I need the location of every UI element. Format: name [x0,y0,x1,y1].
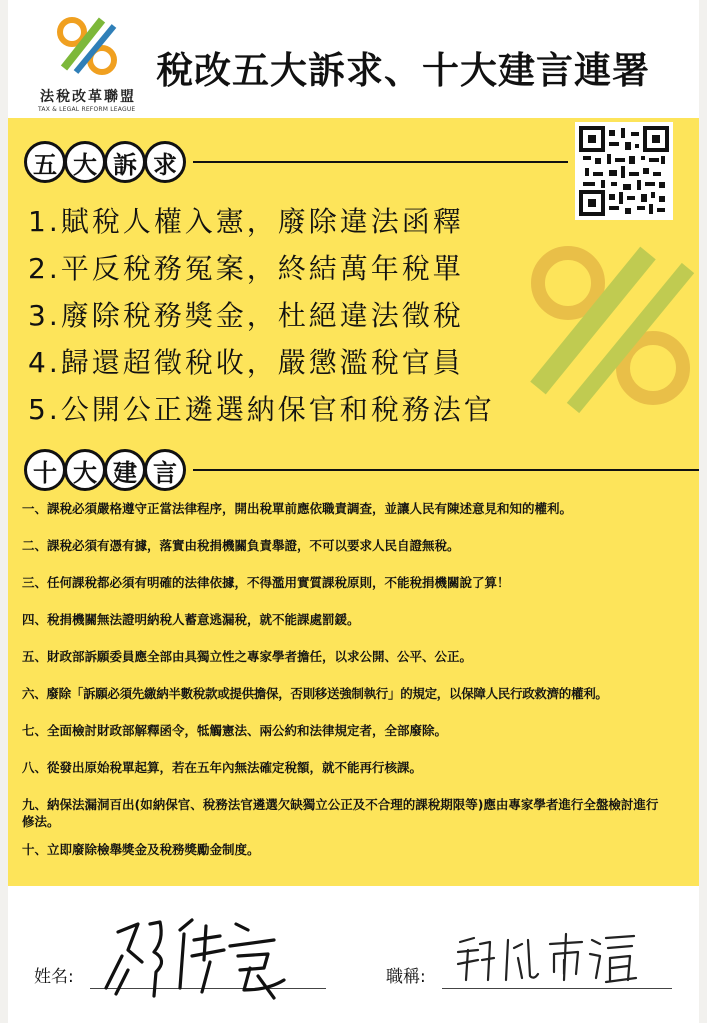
proposals-heading-char: 十 [24,449,66,491]
handwritten-name-signature [98,910,298,1000]
name-label: 姓名: [34,967,74,987]
qr-code[interactable] [575,122,673,220]
proposal-item: 五、財政部訴願委員應全部由具獨立性之專家學者擔任，以求公開、公平、公正。 [22,649,473,664]
proposal-item: 九、納保法漏洞百出(如納保官、稅務法官遴選欠缺獨立公正及不合理的課稅期限等)應由專家學者進行全盤檢討進行修法。 [22,797,659,829]
appeals-list [28,198,588,433]
proposals-heading [24,448,184,492]
proposals-heading-char: 言 [144,449,186,491]
logo-name-en: TAX & LEGAL REFORM LEAGUE [38,106,136,113]
title-label: 職稱: [386,967,426,987]
appeal-item: 5.公開公正遴選納保官和稅務法官 [28,393,495,426]
appeals-heading-char: 大 [64,141,106,183]
proposal-item: 六、廢除「訴願必須先繳納半數稅款或提供擔保，否則移送強制執行」的規定，以保障人民行政救濟的權利。 [22,686,608,701]
proposal-item: 八、從發出原始稅單起算，若在五年內無法確定稅額，就不能再行核課。 [22,760,423,775]
proposal-item: 一、課稅必須嚴格遵守正當法律程序，開出稅單前應依職責調查，並讓人民有陳述意見和知的權利。 [22,501,573,516]
proposal-item: 三、任何課稅都必須有明確的法律依據，不得濫用實質課稅原則，不能稅捐機關說了算！ [22,575,510,590]
handwritten-title-signature [450,930,640,990]
appeal-item: 1.賦稅人權入憲，廢除違法函釋 [28,205,464,238]
content-panel [8,118,699,886]
petition-sheet [8,0,699,1023]
proposal-item: 四、稅捐機關無法證明納稅人蓄意逃漏稅，就不能課處罰鍰。 [22,612,360,627]
appeals-heading-char: 五 [24,141,66,183]
appeals-heading-char: 訴 [104,141,146,183]
appeals-heading-char: 求 [144,141,186,183]
appeals-divider [193,161,568,163]
logo-name-cn: 法稅改革聯盟 [40,89,136,105]
page-title: 稅改五大訴求、十大建言連署 [156,49,650,92]
proposals-list [22,500,692,878]
proposals-heading-char: 建 [104,449,146,491]
appeal-item: 3.廢除稅務獎金，杜絕違法徵稅 [28,299,464,332]
percent-logo-icon [56,14,120,78]
proposal-item: 七、全面檢討財政部解釋函令，牴觸憲法、兩公約和法律規定者，全部廢除。 [22,723,448,738]
qr-code-icon [579,126,669,216]
proposal-item: 十、立即廢除檢舉獎金及稅務獎勵金制度。 [22,842,260,857]
appeal-item: 4.歸還超徵稅收，嚴懲濫稅官員 [28,346,464,379]
proposals-heading-char: 大 [64,449,106,491]
proposals-divider [193,469,699,471]
proposal-item: 二、課稅必須有憑有據，落實由稅捐機關負責舉證，不可以要求人民自證無稅。 [22,538,460,553]
appeal-item: 2.平反稅務冤案，終結萬年稅單 [28,252,464,285]
league-logo [38,14,148,114]
appeals-heading [24,140,184,184]
